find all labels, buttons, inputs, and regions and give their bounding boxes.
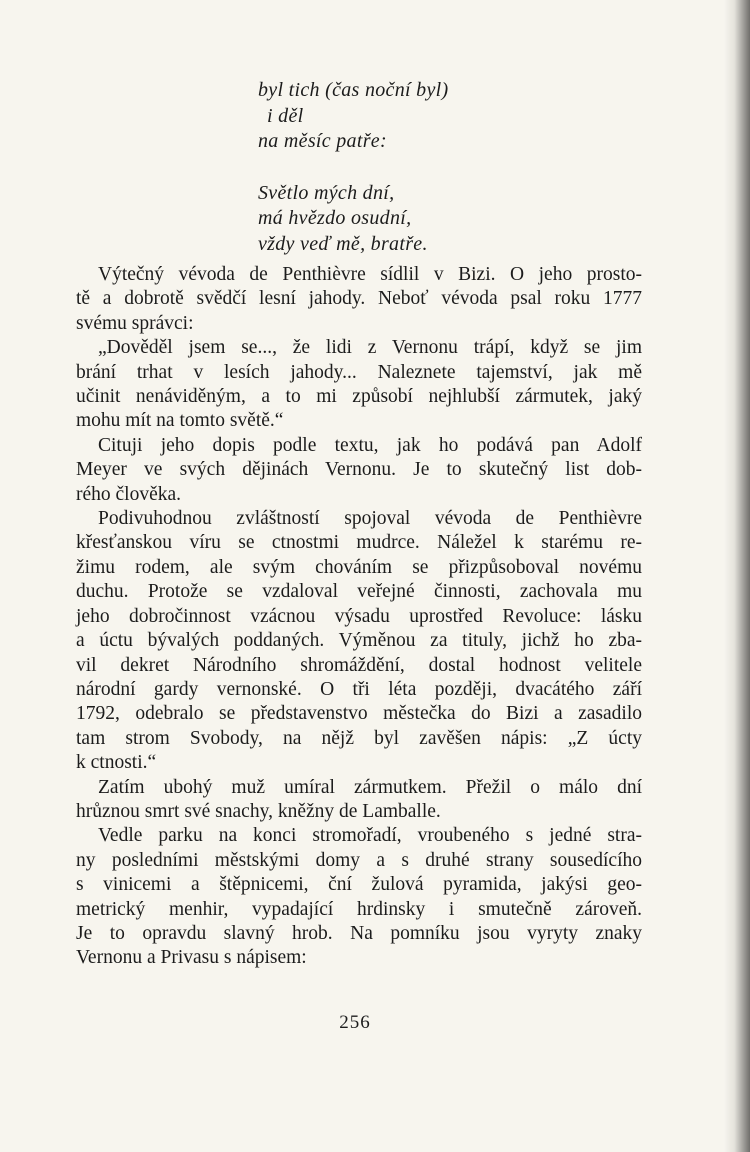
text-line: Meyer ve svých dějinách Vernonu. Je to skutečný list dob-	[76, 459, 642, 481]
poem-line: má hvězdo osudní,	[258, 207, 412, 229]
page-number: 256	[339, 1012, 371, 1033]
poem-stanza	[258, 78, 448, 155]
text-line: žimu rodem, ale svým chováním se přizpůsoboval novému	[76, 556, 642, 578]
text-line: s vinicemi a štěpnicemi, ční žulová pyramida, jakýsi geo-	[76, 874, 642, 896]
text-line: k ctnosti.“	[76, 752, 157, 774]
paragraph	[76, 824, 642, 970]
paragraph	[76, 336, 642, 434]
text-line: svému správci:	[76, 312, 194, 334]
text-line: jeho dobročinnost vzácnou výsadu uprostřed Revoluce: lásku	[76, 605, 642, 627]
text-line: národní gardy vernonské. O tři léta později, dvacátého září	[76, 678, 642, 700]
text-line: Je to opravdu slavný hrob. Na pomníku jsou vyryty znaky	[76, 922, 642, 944]
text-line: tě a dobrotě svědčí lesní jahody. Neboť vévoda psal roku 1777	[76, 288, 642, 310]
page-edge-shadow	[724, 0, 750, 1152]
text-line: křesťanskou víru se ctnostmi mudrce. Náležel k starému re-	[76, 532, 642, 554]
text-line: Vedle parku na konci stromořadí, vroubeného s jedné stra-	[98, 825, 642, 847]
poem-stanza	[258, 181, 448, 258]
poem-line: Světlo mých dní,	[258, 181, 395, 204]
poem-line: byl tich (čas noční byl)	[258, 79, 449, 101]
paragraph	[76, 434, 642, 507]
poem-line: na měsíc patře:	[258, 130, 387, 152]
text-line: metrický menhir, vypadající hrdinsky i smutečně zároveň.	[76, 898, 642, 920]
text-line: Podivuhodnou zvláštností spojoval vévoda de Penthièvre	[98, 508, 642, 530]
poem-line: i děl	[267, 104, 304, 127]
text-line: rého člověka.	[76, 483, 182, 505]
paragraph	[76, 263, 642, 336]
text-line: Výtečný vévoda de Penthièvre sídlil v Bizi. O jeho prosto-	[98, 264, 642, 285]
text-line: ny posledními městskými domy a s druhé strany sousedícího	[76, 849, 642, 871]
text-line: Cituji jeho dopis podle textu, jak ho podává pan Adolf	[98, 434, 642, 456]
poem	[258, 78, 448, 257]
text-line: hrůznou smrt své snachy, kněžny de Lamballe.	[76, 800, 441, 822]
text-line: vil dekret Národního shromáždění, dostal hodnost velitele	[76, 654, 642, 676]
poem-line: vždy veď mě, bratře.	[258, 232, 428, 255]
text-line: tam strom Svobody, na nějž byl zavěšen nápis: „Z úcty	[76, 727, 642, 749]
text-line: duchu. Protože se vzdaloval veřejné činnosti, zachovala mu	[76, 581, 642, 603]
text-line: mohu mít na tomto světě.“	[76, 410, 284, 432]
text-line: učinit nenáviděným, a to mi způsobí nejhlubší zármutek, jaký	[76, 386, 642, 408]
text-line: Vernonu a Privasu s nápisem:	[76, 947, 307, 969]
body-text	[76, 263, 642, 971]
text-line: a úctu bývalých poddaných. Výměnou za tituly, jichž ho zba-	[76, 630, 642, 652]
text-line: „Dověděl jsem se..., že lidi z Vernonu trápí, když se jim	[98, 337, 642, 359]
text-line: brání trhat v lesích jahody... Naleznete tajemství, jak mě	[76, 361, 642, 383]
paragraph	[76, 776, 642, 825]
paragraph	[76, 507, 642, 775]
text-line: Zatím ubohý muž umíral zármutkem. Přežil o málo dní	[98, 776, 642, 798]
text-line: 1792, odebralo se představenstvo městečka do Bizi a zasadilo	[76, 703, 642, 725]
